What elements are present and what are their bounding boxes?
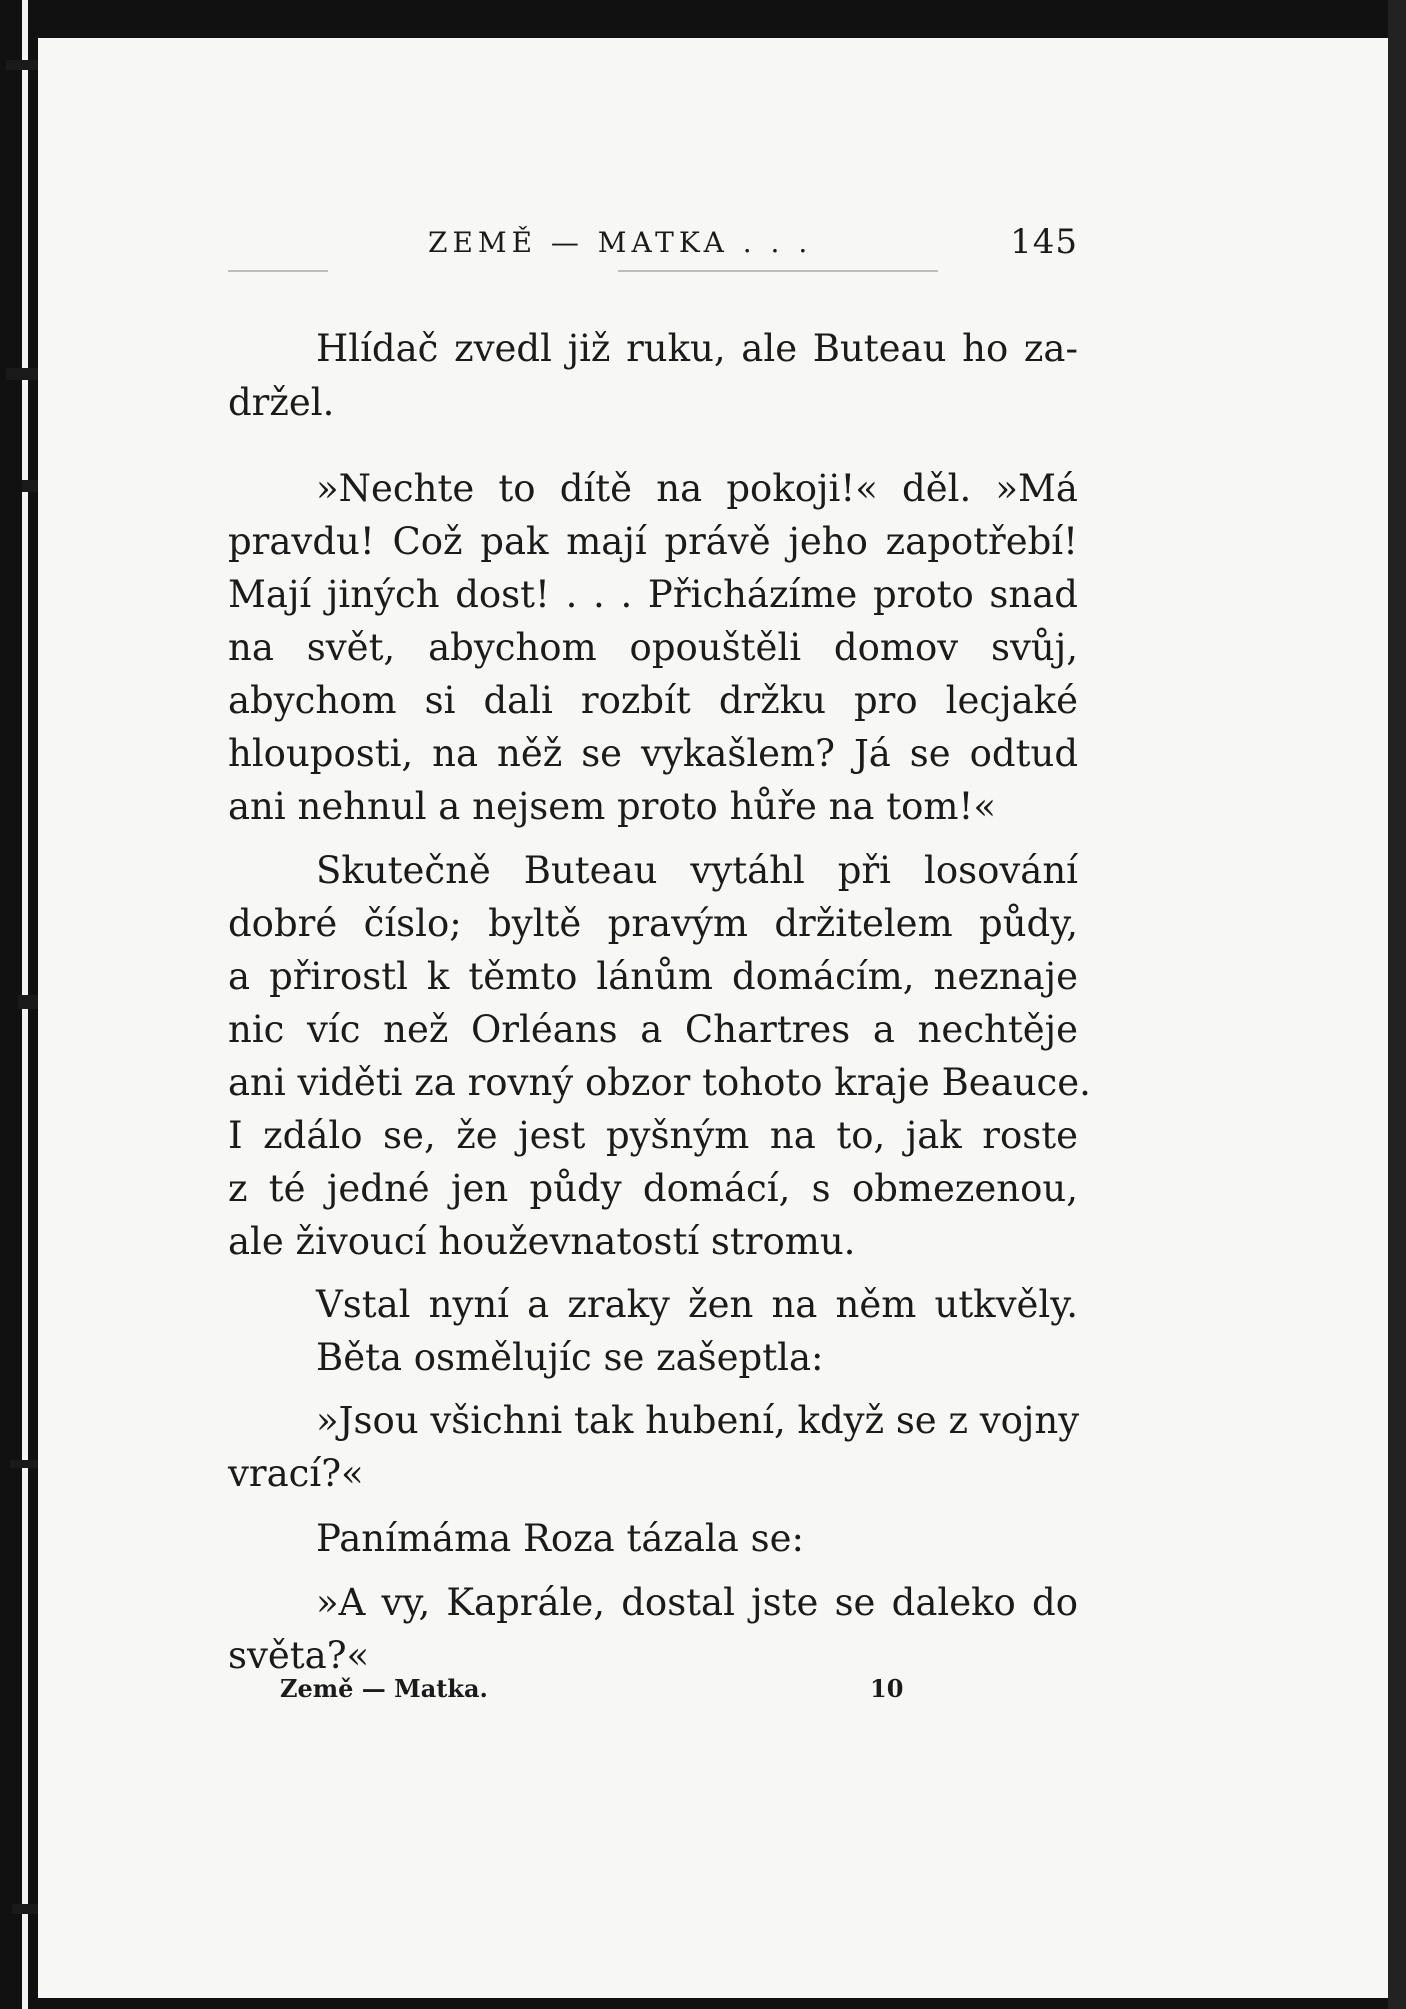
text-line: a přirostl k těmto lánům domácím, neznaje xyxy=(228,955,1078,998)
text-line: nic víc než Orléans a Chartres a nechtěje xyxy=(228,1008,1078,1051)
header-rule-segment xyxy=(618,270,938,272)
text-line: na svět, abychom opouštěli domov svůj, xyxy=(228,626,1078,669)
text-line: Hlídač zvedl již ruku, ale Buteau ho za- xyxy=(316,327,1078,370)
running-title: ZEMĚ — MATKA . . . xyxy=(428,226,813,259)
sheet-number: 10 xyxy=(870,1674,904,1703)
text-line: Vstal nyní a zraky žen na něm utkvěly. xyxy=(316,1283,1078,1326)
text-line: I zdálo se, že jest pyšným na to, jak roste xyxy=(228,1114,1078,1157)
text-line: pravdu! Což pak mají právě jeho zapotřebí! xyxy=(228,520,1078,563)
text-line: z té jedné jen půdy domácí, s obmezenou, xyxy=(228,1167,1078,1210)
text-line: Panímáma Roza tázala se: xyxy=(316,1517,804,1560)
header-rule-segment xyxy=(228,270,328,272)
text-line: ale živoucí houževnatostí stromu. xyxy=(228,1220,856,1263)
text-line: »Nechte to dítě na pokoji!« děl. »Má xyxy=(316,467,1078,510)
text-line: »A vy, Kaprále, dostal jste se daleko do xyxy=(316,1581,1078,1624)
signature-mark: Země — Matka. xyxy=(280,1674,488,1703)
header-rule xyxy=(228,270,1078,272)
text-line: Běta osmělujíc se zašeptla: xyxy=(316,1336,824,1379)
text-line: Mají jiných dost! . . . Přicházíme proto snad xyxy=(228,573,1078,616)
page-header xyxy=(228,218,1078,268)
text-line: dobré číslo; byltě pravým držitelem půdy, xyxy=(228,902,1078,945)
page-number: 145 xyxy=(1010,222,1078,262)
text-line: ani viděti za rovný obzor tohoto kraje Beauce. xyxy=(228,1061,1091,1104)
text-line: »Jsou všichni tak hubení, když se z vojny xyxy=(316,1399,1080,1442)
text-line: hlouposti, na něž se vykašlem? Já se odtud xyxy=(228,732,1078,775)
text-line: vrací?« xyxy=(228,1452,364,1495)
text-line: abychom si dali rozbít držku pro lecjaké xyxy=(228,679,1078,722)
text-line: Skutečně Buteau vytáhl při losování xyxy=(316,849,1078,892)
page-footer xyxy=(280,1674,920,1714)
text-line: světa?« xyxy=(228,1634,370,1677)
text-line: ani nehnul a nejsem proto hůře na tom!« xyxy=(228,785,996,828)
right-page-edge xyxy=(1388,0,1406,2009)
text-line: držel. xyxy=(228,381,335,424)
